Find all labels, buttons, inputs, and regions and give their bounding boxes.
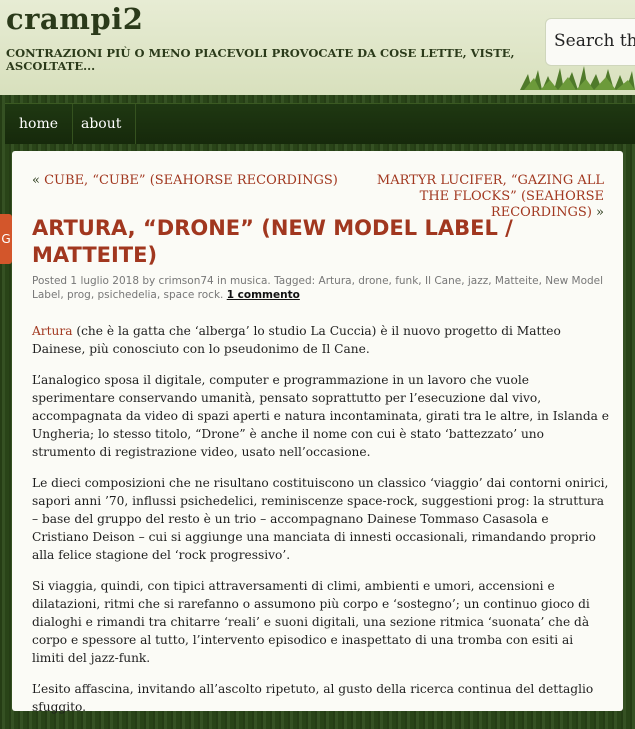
grass-decoration bbox=[520, 60, 635, 90]
next-arrow: » bbox=[596, 205, 604, 220]
paragraph-3: Le dieci composizioni che ne risultano costituiscono un classico ‘viaggio’ dai contorni onirici, sapori anni ’70, influssi psichedelici, reminiscenze space-rock, suggestioni prog: la struttura – base del gruppo del resto è un trio – accompagnano Dainese Tommaso Casasola e Cristiano Deison – cui si aggiunge una manciata di innesti occasionali, rimandando proprio alla felice stagione del ‘rock progressivo’. bbox=[32, 476, 609, 562]
next-post-link[interactable]: MARTYR LUCIFER, “GAZING ALL THE FLOCKS” (SEAHORSE RECORDINGS) bbox=[376, 173, 604, 220]
artura-link[interactable]: Artura bbox=[32, 324, 73, 338]
site-tagline: CONTRAZIONI PIÙ O MENO PIACEVOLI PROVOCATE DA COSE LETTE, VISTE, ASCOLTATE... bbox=[6, 46, 515, 73]
post-meta-text: Posted 1 luglio 2018 by crimson74 in musica. Tagged: Artura, drone, funk, Il Cane, jazz, Matteite, New Model Label, prog, psichedelia, space rock. bbox=[32, 275, 604, 301]
search-input[interactable] bbox=[554, 29, 635, 53]
post-body bbox=[32, 322, 609, 729]
site-title[interactable]: crampi2 bbox=[6, 2, 144, 36]
post-content bbox=[12, 151, 623, 714]
post-title[interactable]: ARTURA, “DRONE” (NEW MODEL LABEL / MATTEITE) bbox=[32, 216, 513, 267]
paragraph-4: Si viaggia, quindi, con tipici attraversamenti di climi, ambienti e umori, accensioni e dilatazioni, ritmi che si rarefanno o assumono più corpo e ‘sostegno’; un continuo gioco di dialoghi e rimandi tra chitarre ‘reali’ e suoni digitali, una sezione ritmica ‘suonata’ che dà corpo e spessore al tutto, l’intervento episodico e inaspettato di una tromba con esiti ai limiti del jazz-funk. bbox=[32, 579, 590, 665]
main-nav bbox=[5, 103, 635, 144]
comments-link[interactable]: 1 commento bbox=[226, 289, 300, 301]
next-post bbox=[354, 173, 604, 221]
paragraph-1 bbox=[32, 322, 609, 358]
post-meta bbox=[32, 274, 607, 302]
paragraph-1-text: (che è la gatta che ‘alberga’ lo studio La Cuccia) è il nuovo progetto di Matteo Dainese, più conosciuto con lo pseudonimo de Il Cane. bbox=[32, 324, 561, 356]
previous-post bbox=[32, 173, 338, 189]
paragraph-5: L’esito affascina, invitando all’ascolto ripetuto, al gusto della ricerca continua del dettaglio sfuggito. bbox=[32, 682, 594, 714]
nav-item-home[interactable]: home bbox=[5, 104, 73, 144]
search-box bbox=[545, 18, 635, 66]
side-feedback-tab[interactable]: G bbox=[0, 214, 12, 264]
prev-arrow: « bbox=[32, 173, 40, 188]
paragraph-2: L’analogico sposa il digitale, computer e programmazione in un lavoro che vuole sperimentare conservando umanità, pensato soprattutto per l’esecuzione dal vivo, accompagnata da video di spazi aperti e natura incontaminata, girati tra le altre, in Islanda e Ungheria; lo stesso titolo, “Drone” è anche il nome con cui è stato ‘battezzato’ uno strumento di registrazione video, usato nell’occasione. bbox=[32, 373, 609, 459]
nav-item-about[interactable]: about bbox=[67, 104, 136, 144]
site-header bbox=[0, 0, 635, 95]
previous-post-link[interactable]: CUBE, “CUBE” (SEAHORSE RECORDINGS) bbox=[44, 173, 338, 188]
